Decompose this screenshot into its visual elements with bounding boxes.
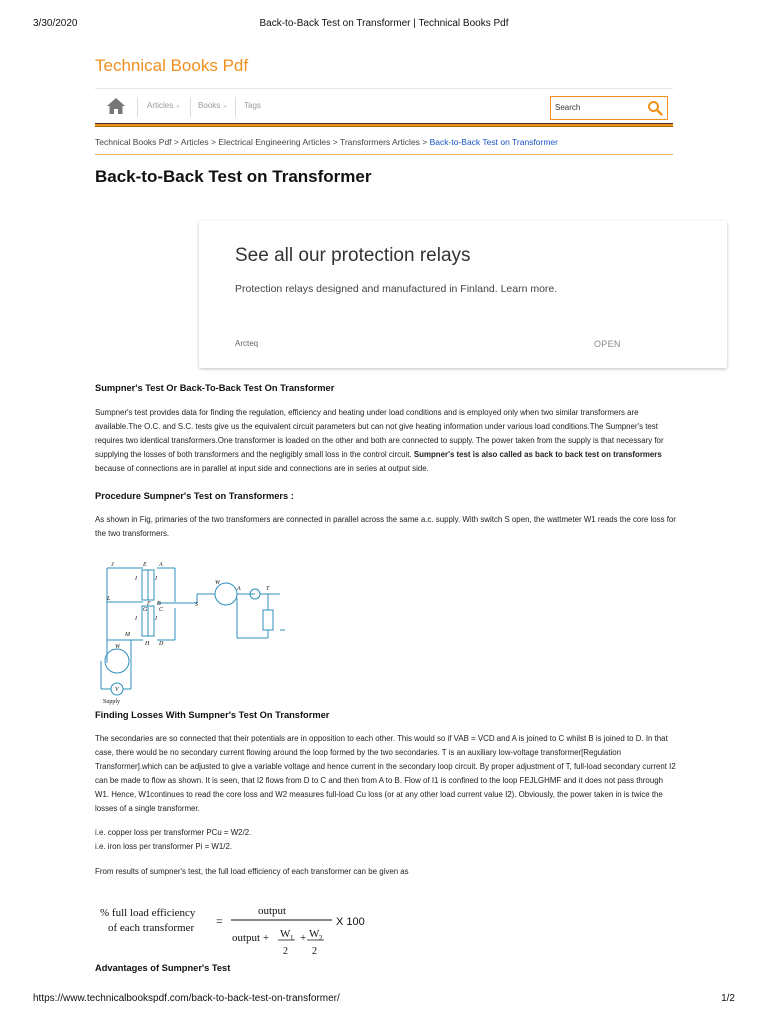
breadcrumb-separator: > bbox=[211, 137, 217, 147]
figure-label: A bbox=[159, 562, 163, 568]
figure-label: W bbox=[215, 580, 220, 586]
section-heading: Procedure Sumpner's Test on Transformers : bbox=[95, 491, 294, 501]
breadcrumb-current[interactable]: Back-to-Back Test on Transformer bbox=[429, 137, 558, 147]
paragraph-bold-text: Sumpner's test is also called as back to back test on transformers bbox=[413, 450, 662, 459]
nav-item-label: Books bbox=[198, 101, 221, 110]
iron-loss-line: i.e. iron loss per transformer Pi = W1/2. bbox=[95, 842, 233, 851]
figure-label: T bbox=[266, 586, 270, 592]
breadcrumb-item[interactable]: Technical Books Pdf bbox=[95, 137, 172, 147]
figure-label: J bbox=[111, 562, 114, 568]
figure-label: V bbox=[115, 687, 119, 693]
nav-divider bbox=[235, 97, 236, 117]
efficiency-intro: From results of sumpner's test, the full load efficiency of each transformer can be given as bbox=[95, 867, 409, 876]
nav-item-label: Articles bbox=[147, 101, 174, 110]
breadcrumb bbox=[95, 137, 558, 147]
navbar-underline bbox=[95, 123, 673, 127]
chevron-right-icon: » bbox=[223, 104, 227, 110]
print-date: 3/30/2020 bbox=[33, 18, 78, 29]
section-paragraph: The secondaries are so connected that their potentials are in opposition to each other. This would so if VAB = VCD and A is joined to C whilst B is joined to D. In that case, there would be no secondary current flowing around the loop formed by the two secondaries. T is an auxiliary low-voltage transformer[Regulation Transformer].which can be adjusted to give a variable voltage and hence current in the secondary loop circuit. By proper adjustment of T, full-load secondary current I2 can be made to flow as shown. It is seen, that I2 flows from D to C and then from A to B. Flow of I1 is confined to the loop FEJLGHMF and it does not pass through W1. Hence, W1continues to read the core loss and W2 measures full-load Cu loss (or at any other load current value I2). Obviously, the power taken in is twice the losses of a single transformer. bbox=[95, 734, 676, 813]
section-heading: Finding Losses With Sumpner's Test On Transformer bbox=[95, 710, 330, 720]
paragraph-text: because of connections are in parallel at input side and connections are in series at output side. bbox=[95, 464, 429, 473]
breadcrumb-separator: > bbox=[422, 137, 428, 147]
figure-label: C bbox=[159, 607, 164, 613]
search-box bbox=[550, 96, 668, 120]
nav-item-books[interactable] bbox=[198, 101, 227, 110]
chevron-right-icon: » bbox=[176, 104, 180, 110]
paragraph-text: Sumpner's test provides data for finding the regulation, efficiency and heating under load conditions and is employed only when two similar transformers are available.The O.C. and S.C. tests give us the equivalent circuit parameters but can not give heating information under various load conditions.The Sumpner's test requires two identical transformers.One transformer is loaded on the other and both are connected to supply. The power taken from the supply is that necessary for supplying the losses of both transformers and the negligibly small loss in the control circuit. bbox=[95, 408, 664, 459]
breadcrumb-divider bbox=[95, 154, 673, 155]
formula-two: 2 bbox=[283, 946, 288, 957]
figure-label: M bbox=[125, 632, 130, 638]
breadcrumb-separator: > bbox=[173, 137, 179, 147]
nav-item-articles[interactable] bbox=[147, 101, 180, 110]
formula-w1-sub: 1 bbox=[290, 934, 294, 942]
formula-numerator: output bbox=[258, 905, 287, 917]
print-footer bbox=[0, 993, 768, 1007]
figure-label: A bbox=[237, 586, 241, 592]
print-page-number: 1/2 bbox=[721, 993, 735, 1004]
nav-divider bbox=[137, 97, 138, 117]
print-title: Back-to-Back Test on Transformer | Technical Books Pdf bbox=[259, 18, 509, 29]
ad-open-button[interactable]: OPEN bbox=[594, 339, 621, 349]
figure-label: H bbox=[145, 641, 150, 647]
figure-label: I bbox=[135, 576, 137, 582]
nav-item-label: Tags bbox=[244, 101, 261, 110]
formula-equals: = bbox=[216, 914, 223, 928]
figure-label: I bbox=[155, 616, 157, 622]
figure-label: F bbox=[147, 601, 151, 607]
formula-two: 2 bbox=[312, 946, 317, 957]
formula-lhs: of each transformer bbox=[108, 922, 195, 934]
formula-lhs: % full load efficiency bbox=[100, 907, 196, 919]
breadcrumb-item[interactable]: Electrical Engineering Articles bbox=[218, 137, 331, 147]
figure-label: S bbox=[195, 602, 198, 608]
breadcrumb-item[interactable]: Transformers Articles bbox=[339, 137, 420, 147]
sumpner-test-circuit-diagram bbox=[95, 558, 285, 706]
nav-item-tags[interactable] bbox=[244, 101, 261, 110]
navbar bbox=[95, 88, 673, 123]
copper-loss-line: i.e. copper loss per transformer PCu = W2/2. bbox=[95, 828, 252, 837]
figure-label: W bbox=[115, 644, 120, 650]
breadcrumb-item[interactable]: Articles bbox=[180, 137, 209, 147]
section-paragraph: As shown in Fig, primaries of the two transformers are connected in parallel across the same a.c. supply. With switch S open, the wattmeter W1 reads the core loss for the two transformers. bbox=[95, 515, 676, 538]
figure-label: B bbox=[157, 601, 161, 607]
home-icon[interactable] bbox=[105, 95, 127, 117]
figure-label: E bbox=[143, 562, 147, 568]
formula-w1: W bbox=[280, 928, 291, 940]
section-paragraph bbox=[95, 406, 679, 476]
nav-divider bbox=[190, 97, 191, 117]
ad-brand: Arcteq bbox=[235, 339, 259, 348]
ad-headline[interactable]: See all our protection relays bbox=[235, 245, 471, 266]
section-heading: Sumpner's Test Or Back-To-Back Test On Transformer bbox=[95, 383, 335, 393]
page-title: Back-to-Back Test on Transformer bbox=[95, 167, 372, 186]
figure-label: I bbox=[155, 576, 157, 582]
formula-plus: + bbox=[300, 932, 307, 944]
print-url: https://www.technicalbookspdf.com/back-to-back-test-on-transformer/ bbox=[33, 993, 340, 1004]
search-input[interactable] bbox=[555, 100, 641, 114]
breadcrumb-separator: > bbox=[332, 137, 338, 147]
ad-card[interactable] bbox=[199, 221, 727, 368]
formula-times-100: X 100 bbox=[336, 916, 365, 928]
ad-description: Protection relays designed and manufactured in Finland. Learn more. bbox=[235, 283, 558, 295]
section-heading: Advantages of Sumpner's Test bbox=[95, 963, 231, 973]
figure-label: D bbox=[159, 641, 164, 647]
site-title[interactable]: Technical Books Pdf bbox=[95, 56, 249, 75]
print-header bbox=[0, 18, 768, 32]
search-icon[interactable] bbox=[647, 100, 663, 116]
figure-label: G bbox=[143, 607, 148, 613]
formula-w2: W bbox=[309, 928, 320, 940]
figure-label: I bbox=[135, 616, 137, 622]
formula-w2-sub: 2 bbox=[319, 934, 323, 942]
figure-label: Supply bbox=[103, 699, 121, 705]
figure-label: L bbox=[107, 596, 111, 602]
formula-denominator: output + bbox=[232, 932, 270, 944]
efficiency-formula bbox=[96, 899, 386, 961]
